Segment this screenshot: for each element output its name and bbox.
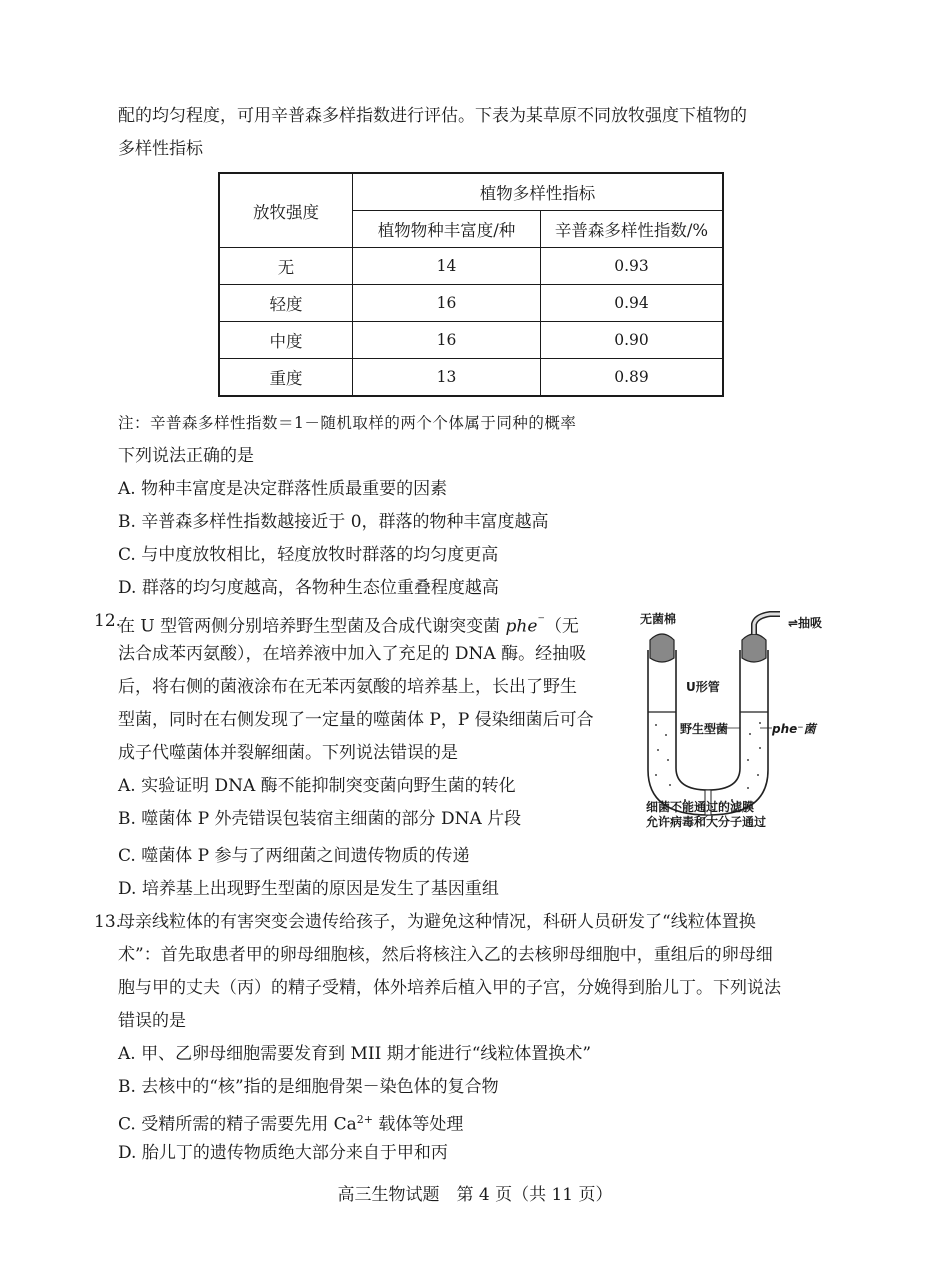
q13-line-2: 术”：首先取患者甲的卵母细胞核，然后将核注入乙的去核卵母细胞中，重组后的卵母细 <box>118 945 773 965</box>
q13-line-3: 胞与甲的丈夫（丙）的精子受精，体外培养后植入甲的子宫，分娩得到胎儿丁。下列说法 <box>118 978 781 998</box>
right-cotton-plug <box>742 634 766 662</box>
cell-simpson: 0.89 <box>541 359 724 397</box>
q11-stem: 下列说法正确的是 <box>118 446 254 466</box>
q12-line-5: 成子代噬菌体并裂解细菌。下列说法错误的是 <box>118 743 458 763</box>
phe-label: phe <box>505 616 538 637</box>
q11-option-c: C. 与中度放牧相比，轻度放牧时群落的均匀度更高 <box>118 545 499 565</box>
label-cotton: 无菌棉 <box>640 612 677 626</box>
page-footer: 高三生物试题 第 4 页（共 11 页） <box>337 1185 613 1205</box>
phe-minus: ⁻ <box>537 613 545 629</box>
cell-level: 中度 <box>219 322 353 359</box>
label-u-tube: U形管 <box>686 680 720 694</box>
intro-line-2: 多样性指标 <box>118 139 203 159</box>
q12-line-1d: （无 <box>544 616 579 637</box>
cell-simpson: 0.94 <box>541 285 724 322</box>
q13-line-1: 母亲线粒体的有害突变会遗传给孩子，为避免这种情况，科研人员研发了“线粒体置换 <box>118 912 756 932</box>
q12-line-1 <box>118 609 579 639</box>
label-filter-1: 细菌不能通过的滤膜 <box>646 800 755 814</box>
q13-option-b: B. 去核中的“核”指的是细胞骨架－染色体的复合物 <box>118 1077 499 1097</box>
left-cotton-plug <box>650 634 674 662</box>
cell-richness: 13 <box>353 359 541 397</box>
label-suction: ⇌抽吸 <box>788 616 823 630</box>
q11-option-b: B. 辛普森多样性指数越接近于 0，群落的物种丰富度越高 <box>118 512 549 532</box>
q13-option-a: A. 甲、乙卵母细胞需要发育到 MII 期才能进行“线粒体置换术” <box>118 1044 592 1064</box>
q13-option-c-a: C. 受精所需的精子需要先用 Ca <box>118 1114 357 1135</box>
cell-simpson: 0.90 <box>541 322 724 359</box>
table-row <box>219 322 723 359</box>
cell-level: 轻度 <box>219 285 353 322</box>
q13-line-4: 错误的是 <box>118 1011 186 1031</box>
diversity-table <box>218 172 724 397</box>
q11-option-a: A. 物种丰富度是决定群落性质最重要的因素 <box>118 479 448 499</box>
table-note: 注：辛普森多样性指数＝1－随机取样的两个个体属于同种的概率 <box>118 414 577 432</box>
intro-line-1: 配的均匀程度，可用辛普森多样指数进行评估。下表为某草原不同放牧强度下植物的 <box>118 106 747 126</box>
q12-option-a: A. 实验证明 DNA 酶不能抑制突变菌向野生菌的转化 <box>118 776 516 796</box>
q13-option-c <box>118 1108 463 1137</box>
cell-level: 无 <box>219 248 353 285</box>
q11-option-d: D. 群落的均匀度越高，各物种生态位重叠程度越高 <box>118 578 499 598</box>
cell-simpson: 0.93 <box>541 248 724 285</box>
cell-richness: 16 <box>353 322 541 359</box>
header-simpson: 辛普森多样性指数/% <box>541 211 724 248</box>
q13-number: 13. <box>94 912 122 932</box>
label-wild-type: 野生型菌 <box>680 722 729 736</box>
q12-option-b: B. 噬菌体 P 外壳错误包装宿主细菌的部分 DNA 片段 <box>118 809 522 829</box>
ca-superscript: 2+ <box>356 1113 373 1126</box>
q12-number: 12. <box>94 611 122 631</box>
u-tube-figure <box>630 610 840 835</box>
q12-line-1a: 在 U 型管两侧分别培养野生型菌及合成代谢突变菌 <box>118 616 506 637</box>
header-diversity-group: 植物多样性指标 <box>353 173 724 211</box>
cell-richness: 14 <box>353 248 541 285</box>
label-filter-2: 允许病毒和大分子通过 <box>646 815 767 829</box>
q12-option-c: C. 噬菌体 P 参与了两细菌之间遗传物质的传递 <box>118 846 470 866</box>
q12-line-2: 法合成苯丙氨酸），在培养液中加入了充足的 DNA 酶。经抽吸 <box>118 644 587 664</box>
table-row <box>219 285 723 322</box>
cell-level: 重度 <box>219 359 353 397</box>
table-row <box>219 359 723 397</box>
header-richness: 植物物种丰富度/种 <box>353 211 541 248</box>
label-phe: phe⁻菌 <box>772 722 816 736</box>
cell-richness: 16 <box>353 285 541 322</box>
q12-line-3: 后，将右侧的菌液涂布在无苯丙氨酸的培养基上，长出了野生 <box>118 677 577 697</box>
table-row <box>219 248 723 285</box>
q12-line-4: 型菌，同时在右侧发现了一定量的噬菌体 P，P 侵染细菌后可合 <box>118 710 594 730</box>
q12-option-d: D. 培养基上出现野生型菌的原因是发生了基因重组 <box>118 879 499 899</box>
q13-option-c-b: 载体等处理 <box>372 1114 464 1135</box>
q13-option-d: D. 胎儿丁的遗传物质绝大部分来自于甲和丙 <box>118 1143 448 1163</box>
header-grazing: 放牧强度 <box>219 173 353 248</box>
